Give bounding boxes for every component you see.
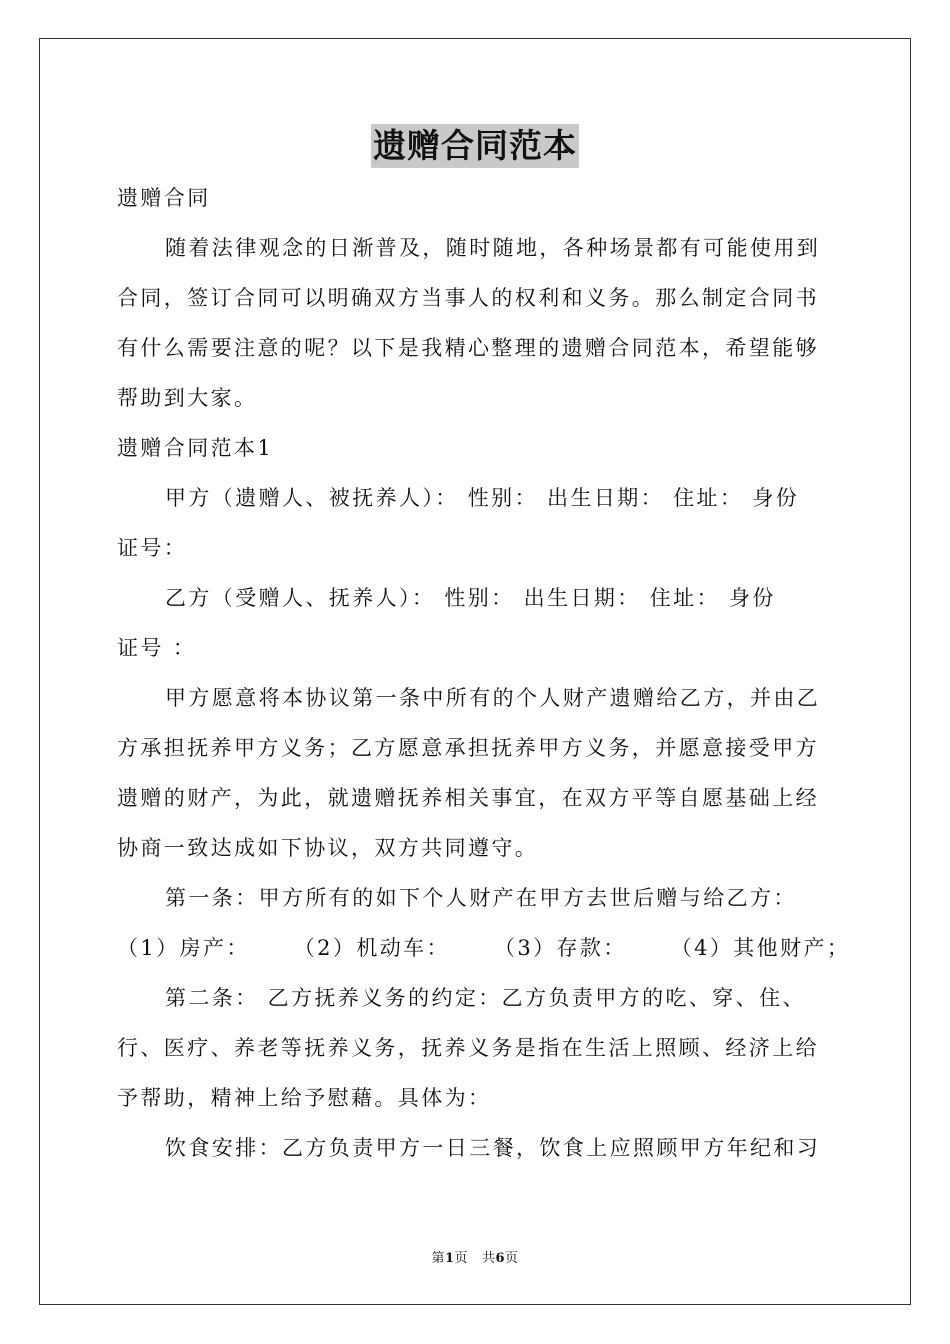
paragraph-line: 证号： xyxy=(117,536,188,560)
paragraph-line: 合同，签订合同可以明确双方当事人的权利和义务。那么制定合同书 xyxy=(117,286,819,310)
footer-mid: 页 共 xyxy=(454,1251,496,1266)
footer-prefix: 第 xyxy=(431,1251,445,1266)
paragraph-line: 第一条：甲方所有的如下个人财产在甲方去世后赠与给乙方： xyxy=(165,886,797,910)
paragraph-line: 甲方愿意将本协议第一条中所有的个人财产遗赠给乙方，并由乙 xyxy=(165,686,821,710)
paragraph-line: 甲方（遗赠人、被抚养人）： 性别： 出生日期： 住址： 身份 xyxy=(165,486,800,510)
paragraph-line: 帮助到大家。 xyxy=(117,386,258,410)
paragraph-line: 第二条： 乙方抚养义务的约定：乙方负责甲方的吃、穿、住、 xyxy=(165,986,806,1010)
paragraph-line: 饮食安排：乙方负责甲方一日三餐，饮食上应照顾甲方年纪和习 xyxy=(165,1136,821,1160)
page-footer xyxy=(0,1247,950,1266)
footer-suffix: 页 xyxy=(505,1251,519,1266)
property-item: （4）其他财产； xyxy=(670,936,851,960)
property-item: （3）存款： xyxy=(493,936,627,960)
paragraph-line: 有什么需要注意的呢？以下是我精心整理的遗赠合同范本，希望能够 xyxy=(117,336,819,360)
paragraph-line: 方承担抚养甲方义务；乙方愿意承担抚养甲方义务，并愿意接受甲方 xyxy=(117,736,819,760)
current-page-number: 1 xyxy=(445,1251,455,1266)
property-list xyxy=(117,923,851,973)
paragraph-line: 行、医疗、养老等抚养义务，抚养义务是指在生活上照顾、经济上给 xyxy=(117,1036,819,1060)
title-container xyxy=(0,124,950,168)
paragraph-line: 予帮助，精神上给予慰藉。具体为： xyxy=(117,1086,492,1110)
section-heading: 遗赠合同范本1 xyxy=(117,436,274,460)
paragraph-line: 遗赠的财产，为此，就遗赠抚养相关事宜，在双方平等自愿基础上经 xyxy=(117,786,819,810)
paragraph-line: 乙方（受赠人、抚养人）： 性别： 出生日期： 住址： 身份 xyxy=(165,586,776,610)
paragraph-line: 协商一致达成如下协议，双方共同遵守。 xyxy=(117,836,539,860)
total-page-number: 6 xyxy=(495,1251,505,1266)
paragraph-line: 证号 ： xyxy=(117,636,197,660)
document-body xyxy=(117,173,851,1173)
property-item: （1）房产： xyxy=(117,936,250,960)
property-item: （2）机动车： xyxy=(293,936,450,960)
document-title: 遗赠合同范本 xyxy=(371,124,579,168)
paragraph-line: 随着法律观念的日渐普及，随时随地，各种场景都有可能使用到 xyxy=(165,236,821,260)
paragraph-line: 遗赠合同 xyxy=(117,186,211,210)
